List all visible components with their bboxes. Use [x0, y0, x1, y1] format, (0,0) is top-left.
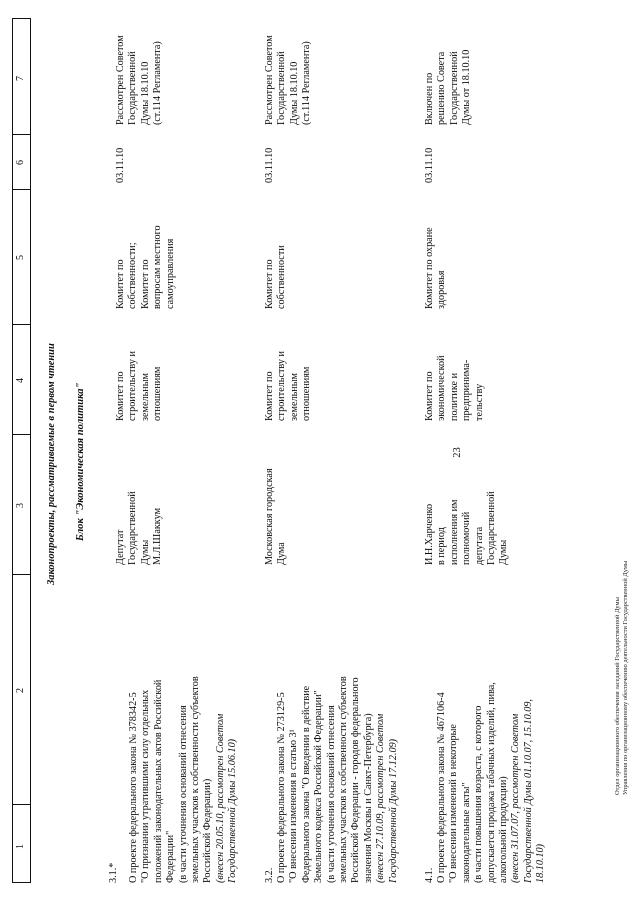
footer: [614, 561, 630, 795]
description-line: положений законодательных актов Российской: [152, 679, 164, 883]
committee-line: земельным: [139, 373, 151, 421]
row-description: [128, 613, 240, 883]
author-line: Думы: [139, 539, 151, 565]
row-committee: [424, 326, 486, 421]
committee-line: политике и: [448, 372, 460, 421]
description-note: (внесен 27.10.09, рассмотрен Советом: [375, 713, 387, 883]
author-line: исполнения им: [448, 499, 460, 565]
author-line: М.Л.Шаккум: [152, 507, 164, 565]
description-line: О проекте федерального закона № 273129-5: [276, 692, 287, 883]
description-line: земельных участков к собственности субъектов: [190, 676, 202, 883]
status-line: Думы 18.10.10: [288, 61, 300, 125]
column-number: 1: [15, 844, 26, 849]
row-date: 03.11.10: [264, 147, 275, 183]
status-line: Государственной: [127, 51, 139, 125]
description-note: Государственной Думы 15.06.10): [227, 738, 239, 883]
header-bottom-border: [30, 18, 31, 883]
committee-line: экономической: [436, 355, 448, 421]
committee-line: строительству и: [276, 351, 288, 421]
row-committee: [115, 331, 165, 421]
status-line: решению Совета: [436, 51, 448, 125]
column-number: 6: [15, 160, 26, 165]
row-status: [115, 17, 165, 125]
committee-line: строительству и: [127, 351, 139, 421]
author-line: Депутат: [115, 529, 126, 565]
description-line: (в части повышения возраста, с которого: [473, 705, 485, 883]
co-committee-line: Комитет по: [115, 259, 126, 309]
row-status: [424, 17, 474, 125]
description-line: (в части уточнения оснований отнесения: [177, 705, 189, 883]
committee-line: Комитет по: [264, 371, 275, 421]
description-line: земельных участков к собственности субъектов: [338, 676, 350, 883]
row-status: [264, 17, 314, 125]
description-line: Федерации": [165, 830, 177, 883]
row-description: [436, 593, 548, 883]
co-committee-line: собственности: [276, 245, 288, 309]
description-note: Государственной Думы 01.10.07, 15.10.09,: [522, 699, 534, 883]
column-number: 4: [15, 378, 26, 383]
header-divider: [12, 804, 31, 805]
column-number: 5: [15, 255, 26, 260]
description-line: О проекте федерального закона № 467106-4: [436, 692, 447, 883]
row-author: [115, 440, 165, 565]
description-line: Земельного кодекса Российской Федерации": [313, 690, 325, 883]
column-number: 3: [15, 503, 26, 508]
header-divider: [12, 434, 31, 435]
committee-line: предпринима-: [461, 359, 473, 421]
row-author: [264, 430, 289, 565]
co-committee-line: вопросам местного: [152, 225, 164, 309]
row-description: [276, 583, 400, 883]
description-note: (внесен 20.05.10, рассмотрен Советом: [214, 713, 226, 883]
description-line: "О признании утратившими силу отдельных: [140, 689, 152, 883]
status-line: Думы 18.10.10: [139, 61, 151, 125]
author-line: Московская городская: [264, 468, 275, 565]
column-number: 7: [15, 76, 26, 81]
co-committee-line: самоуправления: [164, 238, 176, 309]
author-line: Дума: [276, 542, 288, 565]
description-line: "О внесении изменений в некоторые: [448, 724, 460, 883]
row-committee: [264, 331, 314, 421]
author-line: в период: [436, 527, 448, 565]
header-divider: [12, 324, 31, 325]
author-line: Думы: [498, 539, 510, 565]
status-line: Включен по: [424, 72, 435, 125]
header-divider: [12, 18, 31, 19]
co-committee-line: здоровья: [436, 270, 448, 309]
header-divider: [12, 574, 31, 575]
description-note: 18.10.10): [535, 843, 547, 883]
header-top-border: [12, 18, 13, 883]
row-number: 3.2.: [264, 867, 275, 883]
section-title: Законопроекты, рассматриваемые в первом чтении: [46, 343, 57, 585]
status-line: Государственной: [448, 51, 460, 125]
block-title: Блок "Экономическая политика": [75, 382, 86, 541]
description-line: О проекте федерального закона № 378342-5: [128, 692, 139, 883]
status-line: (ст.114 Регламента): [301, 41, 313, 125]
description-line: Федерального закона "О введении в действие: [300, 685, 312, 883]
header-divider: [12, 134, 31, 135]
row-co-committees: [424, 191, 449, 309]
row-author: [424, 440, 511, 565]
description-line: значения Москвы и Санкт-Петербурга): [362, 713, 374, 883]
author-line: Государственной: [486, 491, 498, 565]
description-note: (внесен 31.07.07, рассмотрен Советом: [510, 713, 522, 883]
row-number: 3.1.*: [108, 862, 119, 883]
header-divider: [12, 189, 31, 190]
header-divider: [12, 882, 31, 883]
status-line: Рассмотрен Советом: [115, 35, 126, 125]
committee-line: тельству: [473, 383, 485, 421]
co-committee-line: Комитет по: [139, 259, 151, 309]
footer-line: Отдел организационного обеспечения заседаний Государственной Думы: [614, 597, 621, 795]
status-line: Думы от 18.10.10: [461, 49, 473, 125]
committee-line: Комитет по: [424, 371, 435, 421]
co-committee-line: собственности;: [127, 242, 139, 309]
author-line: И.Н.Харченко: [424, 503, 435, 565]
co-committee-line: Комитет по: [264, 259, 275, 309]
row-co-committees: [264, 194, 289, 309]
committee-line: земельным: [288, 373, 300, 421]
committee-line: Комитет по: [115, 371, 126, 421]
page-number: 23: [452, 447, 463, 458]
row-co-committees: [115, 194, 177, 309]
committee-line: отношениям: [301, 366, 313, 421]
author-line: Государственной: [127, 491, 139, 565]
description-line: Российской Федерации - городов федерального: [350, 677, 362, 883]
row-date: 03.11.10: [115, 147, 126, 183]
author-line: полномочий: [461, 511, 473, 565]
description-line: (в части уточнения оснований отнесения: [325, 705, 337, 883]
footer-line: Управления по организационному обеспечению деятельности Государственной Думы: [622, 560, 629, 795]
status-line: (ст.114 Регламента): [152, 41, 164, 125]
author-line: депутата: [473, 526, 485, 565]
committee-line: отношениям: [152, 366, 164, 421]
status-line: Государственной: [276, 51, 288, 125]
description-line: "О внесении изменения в статью 3¹: [288, 729, 300, 883]
description-line: допускается продажа табачных изделий, пива,: [485, 682, 497, 883]
description-line: алкогольной продукции): [498, 776, 510, 883]
column-number: 2: [15, 688, 26, 693]
status-line: Рассмотрен Советом: [264, 35, 275, 125]
row-number: 4.1.: [424, 867, 435, 883]
row-date: 03.11.10: [424, 147, 435, 183]
description-line: законодательные акты": [460, 782, 472, 883]
description-note: Государственной Думы 17.12.09): [387, 738, 399, 883]
co-committee-line: Комитет по охране: [424, 227, 435, 309]
description-line: Российской Федерации): [202, 778, 214, 883]
